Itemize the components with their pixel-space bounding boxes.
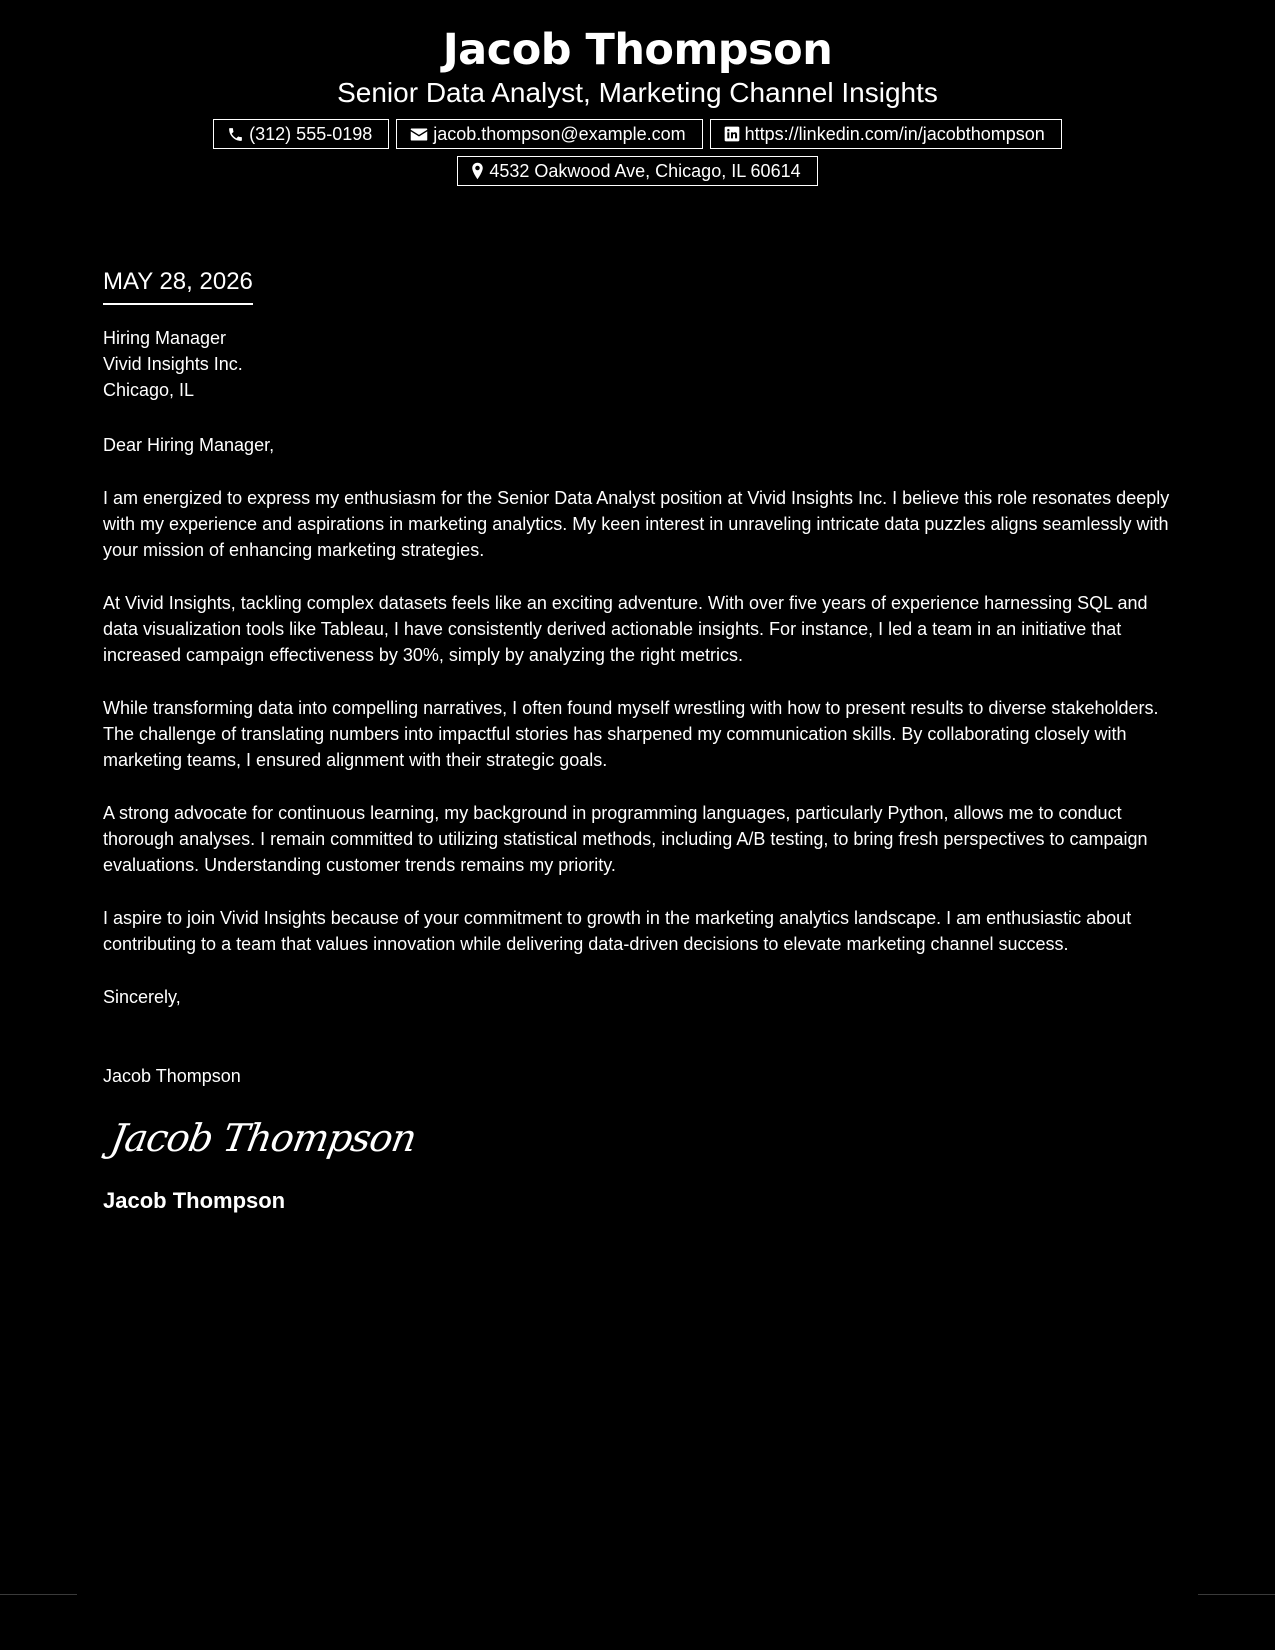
recipient-line: Chicago, IL: [103, 380, 195, 400]
footer-rule-right: [1198, 1594, 1275, 1595]
letter-date: MAY 28, 2026: [103, 267, 253, 305]
closing: Sincerely,: [103, 987, 181, 1007]
applicant-name: Jacob Thompson: [442, 25, 833, 75]
contact-row-address: [0, 156, 1275, 186]
recipient-line: Vivid Insights Inc.: [103, 354, 243, 374]
phone-icon: [227, 126, 244, 143]
typed-name: Jacob Thompson: [103, 1066, 241, 1086]
recipient-block: [103, 325, 1178, 403]
address-text: 4532 Oakwood Ave, Chicago, IL 60614: [489, 161, 801, 181]
salutation: Dear Hiring Manager,: [103, 435, 275, 455]
email-chip[interactable]: [396, 119, 702, 149]
body-paragraph: At Vivid Insights, tackling complex datasets feels like an exciting adventure. With over five years of experience harnessing SQL and data visualization tools like Tableau, I have consistently derived actionable insights. For instance, I led a team in an initiative that increased campaign effectiveness by 30%, simply by analyzing the right metrics.: [103, 593, 1148, 665]
letter-header: [0, 24, 1275, 186]
body-paragraph: I am energized to express my enthusiasm for the Senior Data Analyst position at Vivid Insights Inc. I believe this role resonates deeply with my experience and aspirations in marketing analytics. My keen interest in unraveling intricate data puzzles aligns seamlessly with your mission of enhancing marketing strategies.: [103, 488, 1170, 560]
letter-body: [103, 325, 1178, 1215]
map-marker-icon: [471, 162, 484, 180]
body-paragraph: While transforming data into compelling narratives, I often found myself wrestling with how to present results to diverse stakeholders. The challenge of translating numbers into impactful stories has sharpened my communication skills. By collaborating closely with marketing teams, I ensured alignment with their strategic goals.: [103, 698, 1159, 770]
linkedin-icon: [724, 126, 740, 142]
linkedin-chip[interactable]: [710, 119, 1062, 149]
linkedin-text: https://linkedin.com/in/jacobthompson: [744, 124, 1045, 144]
body-paragraph: I aspire to join Vivid Insights because of your commitment to growth in the marketing analytics landscape. I am enthusiastic about contributing to a team that values innovation while delivering data-driven decisions to elevate marketing channel success.: [103, 908, 1132, 954]
footer-name: Jacob Thompson: [103, 1188, 286, 1213]
signature: Jacob Thompson: [107, 1116, 420, 1160]
phone-text: (312) 555-0198: [249, 124, 373, 144]
applicant-title: Senior Data Analyst, Marketing Channel Insights: [337, 77, 938, 108]
email-text: jacob.thompson@example.com: [433, 124, 686, 144]
footer-rule-left: [0, 1594, 77, 1595]
address-chip[interactable]: [457, 156, 817, 186]
contact-row: [0, 119, 1275, 149]
phone-chip[interactable]: [213, 119, 389, 149]
body-paragraph: A strong advocate for continuous learning, my background in programming languages, particularly Python, allows me to conduct thorough analyses. I remain committed to utilizing statistical methods, including A/B testing, to bring fresh perspectives to campaign evaluations. Understanding customer trends remains my priority.: [103, 803, 1148, 875]
envelope-icon: [410, 127, 428, 142]
recipient-line: Hiring Manager: [103, 328, 227, 348]
